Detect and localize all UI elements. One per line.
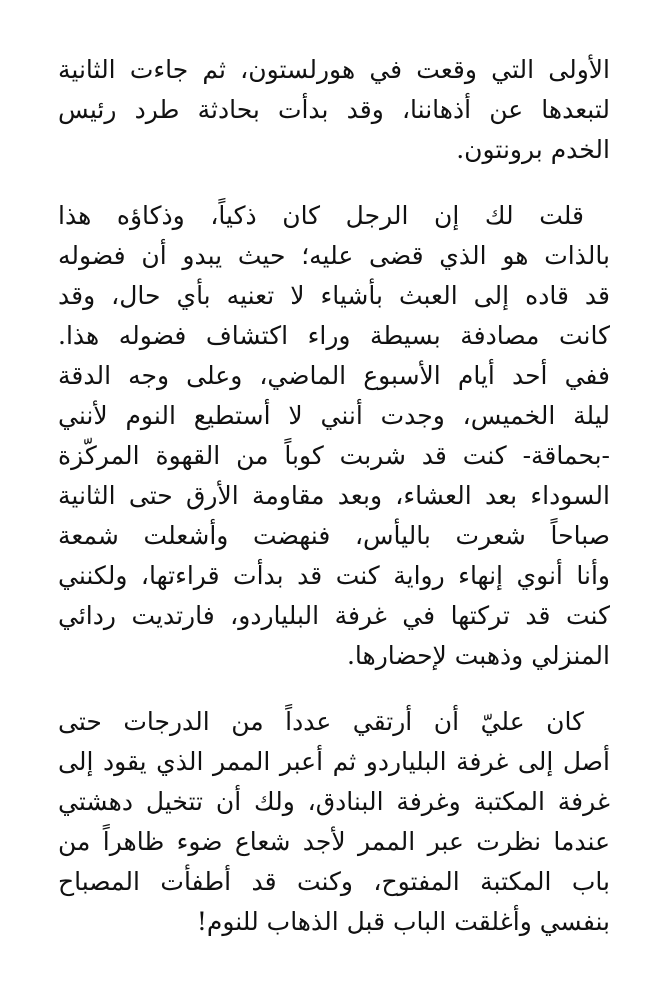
paragraph-2 bbox=[58, 196, 610, 676]
text-line: وأنا أنوي إنهاء رواية كنت قد بدأت قراءتها، ولكنني bbox=[58, 561, 610, 590]
text-line: غرفة المكتبة وغرفة البنادق، ولك أن تتخيل دهشتي bbox=[58, 787, 610, 816]
text-line: -بحماقة- كنت قد شربت كوباً من القهوة المركّزة bbox=[58, 441, 610, 470]
text-line: صباحاً شعرت باليأس، فنهضت وأشعلت شمعة bbox=[58, 521, 610, 550]
text-line: ففي أحد أيام الأسبوع الماضي، وعلى وجه الدقة bbox=[58, 361, 610, 390]
text-line: كنت قد تركتها في غرفة البلياردو، فارتديت ردائي bbox=[58, 601, 610, 630]
text-line: عندما نظرت عبر الممر لأجد شعاع ضوء ظاهراً من bbox=[58, 827, 610, 856]
text-line: لتبعدها عن أذهاننا، وقد بدأت بحادثة طرد رئيس bbox=[58, 95, 610, 124]
text-line: قد قاده إلى العبث بأشياء لا تعنيه بأي حال، وقد bbox=[58, 281, 610, 310]
text-line: أصل إلى غرفة البلياردو ثم أعبر الممر الذي يقود إلى bbox=[58, 747, 610, 776]
book-page bbox=[58, 50, 610, 968]
text-line: الأولى التي وقعت في هورلستون، ثم جاءت الثانية bbox=[58, 55, 610, 84]
text-line: باب المكتبة المفتوح، وكنت قد أطفأت المصباح bbox=[58, 867, 610, 896]
paragraph-3 bbox=[58, 702, 610, 942]
text-line: بالذات هو الذي قضى عليه؛ حيث يبدو أن فضوله bbox=[58, 241, 610, 270]
text-line: كان عليّ أن أرتقي عدداً من الدرجات حتى bbox=[58, 707, 584, 736]
text-line: السوداء بعد العشاء، وبعد مقاومة الأرق حتى الثانية bbox=[58, 481, 610, 510]
text-line: بنفسي وأغلقت الباب قبل الذهاب للنوم! bbox=[196, 907, 610, 936]
paragraph-1 bbox=[58, 50, 610, 170]
text-line: ليلة الخميس، وجدت أنني لا أستطيع النوم لأنني bbox=[58, 401, 610, 430]
text-line: المنزلي وذهبت لإحضارها. bbox=[346, 641, 610, 670]
text-line: قلت لك إن الرجل كان ذكياً، وذكاؤه هذا bbox=[58, 201, 584, 230]
text-line: الخدم برونتون. bbox=[456, 135, 610, 164]
text-line: كانت مصادفة بسيطة وراء اكتشاف فضوله هذا. bbox=[58, 321, 610, 350]
